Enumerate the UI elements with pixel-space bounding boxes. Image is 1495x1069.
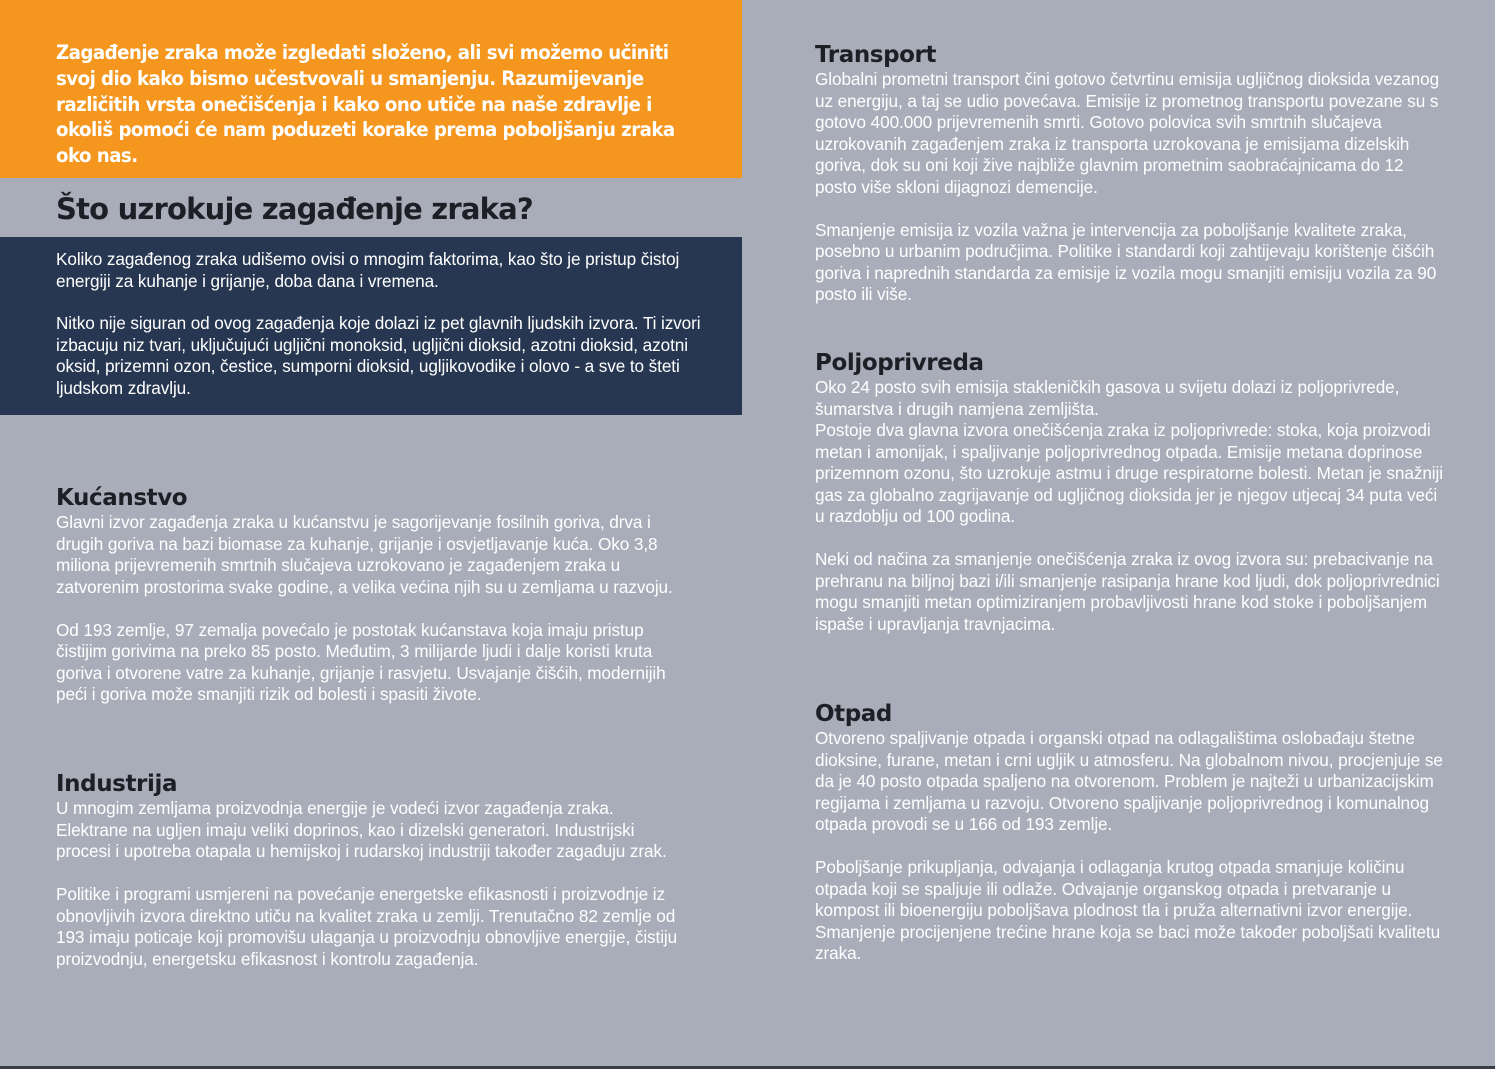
section-paragraph: Globalni prometni transport čini gotovo četvrtinu emisija ugljičnog dioksida vezanog uz energiju, a taj se udio povećava. Emisije iz prometnog transportu povezane su s gotovo 400.000 prijevremenih smrti. Gotovo polovica svih smrtnih slučajeva uzrokovanih zagađenjem zraka iz transporta uzrokovana je emisijama dizelskih goriva, dok su oni koji žive najbliže glavnim prometnim saobraćajnicama do 12 posto više skloni dijagnozi demencije.: [815, 69, 1440, 197]
section-title: Transport: [815, 42, 937, 68]
section-title: Kućanstvo: [56, 485, 188, 511]
section-paragraph: Politike i programi usmjereni na povećanje energetske efikasnosti i proizvodnje iz obnovljivih izvora direktno utiču na kvalitet zraka u zemlji. Trenutačno 82 zemlje od 193 imaju poticaje koji promovišu ulaganja u proizvodnju obnovljive energije, čistiju proizvodnju, energetsku efikasnost i kontrolu zagađenja.: [56, 884, 678, 969]
section-paragraph: Otvoreno spaljivanje otpada i organski otpad na odlagalištima oslobađaju štetne dioksine, furane, metan i crni ugljik u atmosferu. Na globalnom nivou, procjenjuje se da je 40 posto otpada spaljeno na otvorenom. Problem je najteži u urbanizacijskim regijama i zemljama u razvoju. Otvoreno spaljivanje poljoprivrednog i komunalnog otpada provodi se u 166 od 193 zemlje.: [815, 728, 1443, 834]
section-industry: [56, 771, 686, 992]
section-waste: [815, 701, 1455, 986]
section-title: Otpad: [815, 701, 892, 727]
section-agriculture: [815, 350, 1445, 657]
section-paragraph: Smanjenje emisija iz vozila važna je intervencija za poboljšanje kvalitete zraka, posebno u urbanim područjima. Politike i standardi koji zahtijevaju korištenje čišćih goriva i naprednih standarda za emisije iz vozila mogu smanjiti emisiju vozila za 90 posto ili više.: [815, 219, 1437, 304]
summary-paragraph: Koliko zagađenog zraka udišemo ovisi o mnogim faktorima, kao što je pristup čistoj energiji za kuhanje i grijanje, doba dana i vremena.: [56, 249, 680, 291]
section-paragraph: Glavni izvor zagađenja zraka u kućanstvu je sagorijevanje fosilnih goriva, drva i drugih goriva na bazi biomase za kuhanje, grijanje i osvjetljavanje kuća. Oko 3,8 miliona prijevremenih smrtnih slučajeva uzrokovano je zagađenjem zraka u zatvorenim prostorima svake godine, a velika većina njih su u zemljama u razvoju.: [56, 512, 673, 597]
intro-callout: [0, 0, 742, 178]
section-paragraph: Neki od načina za smanjenje onečišćenja zraka iz ovog izvora su: prebacivanje na prehranu na biljnoj bazi i/ili smanjenje rasipanja hrane kod ljudi, dok poljoprivrednici mogu smanjiti metan optimiziranjem probavljivosti hrane kod stoke i poboljšanjem ispaše i upravljanja travnjacima.: [815, 549, 1440, 634]
section-paragraph: Poboljšanje prikupljanja, odvajanja i odlaganja krutog otpada smanjuje količinu otpada koji se spaljuje ili odlaže. Odvajanje organskog otpada i pretvaranje u kompost ili bioenergiju poboljšava plodnost tla i pruža alternativni izvor energije. Smanjenje procijenjene trećine hrane koja se baci može također poboljšati kvalitetu zraka.: [815, 857, 1441, 963]
causes-summary-box: [0, 237, 742, 415]
section-paragraph: Od 193 zemlje, 97 zemalja povećalo je postotak kućanstava koja imaju pristup čistijim gorivima na preko 85 posto. Međutim, 3 milijarde ljudi i dalje koristi kruta goriva i otvorene vatre za kuhanje, grijanje i rasvjetu. Usvajanje čišćih, modernijih peći i goriva može smanjiti rizik od bolesti i spasiti živote.: [56, 619, 666, 704]
section-household: [56, 485, 686, 727]
section-paragraph: Oko 24 posto svih emisija stakleničkih gasova u svijetu dolazi iz poljoprivrede, šumarstva i drugih namjena zemljišta.: [815, 377, 1400, 419]
section-paragraph: U mnogim zemljama proizvodnja energije je vodeći izvor zagađenja zraka. Elektrane na ugljen imaju veliki doprinos, kao i dizelski generatori. Industrijski procesi i upotreba otapala u hemijskoj i rudarskoj industriji također zagađuju zrak.: [56, 798, 667, 861]
intro-text: Zagađenje zraka može izgledati složeno, ali svi možemo učiniti svoj dio kako bismo učestvovali u smanjenju. Razumijevanje različitih vrsta onečišćenja i kako ono utiče na naše zdravlje i okoliš pomoći će nam poduzeti korake prema poboljšanju zraka oko nas.: [56, 41, 675, 168]
section-transport: [815, 42, 1445, 327]
section-title: Poljoprivreda: [815, 350, 984, 376]
section-title: Industrija: [56, 771, 178, 797]
section-paragraph: Postoje dva glavna izvora onečišćenja zraka iz poljoprivrede: stoka, koja proizvodi metan i amonijak, i spaljivanje poljoprivrednog otpada. Emisije metana doprinose prizemnom ozonu, što uzrokuje astmu i druge respiratorne bolesti. Metan je snažniji gas za globalno zagrijavanje od ugljičnog dioksida jer je njegov utjecaj 34 puta veći u razdoblju od 100 godina.: [815, 420, 1443, 526]
main-heading: Što uzrokuje zagađenje zraka?: [56, 192, 533, 226]
summary-paragraph: Nitko nije siguran od ovog zagađenja koje dolazi iz pet glavnih ljudskih izvora. Ti izvori izbacuju niz tvari, uključujući ugljični monoksid, ugljični dioksid, azotni dioksid, azotni oksid, prizemni ozon, čestice, sumporni dioksid, ugljikovodike i olovo - a sve to šteti ljudskom zdravlju.: [56, 313, 701, 398]
